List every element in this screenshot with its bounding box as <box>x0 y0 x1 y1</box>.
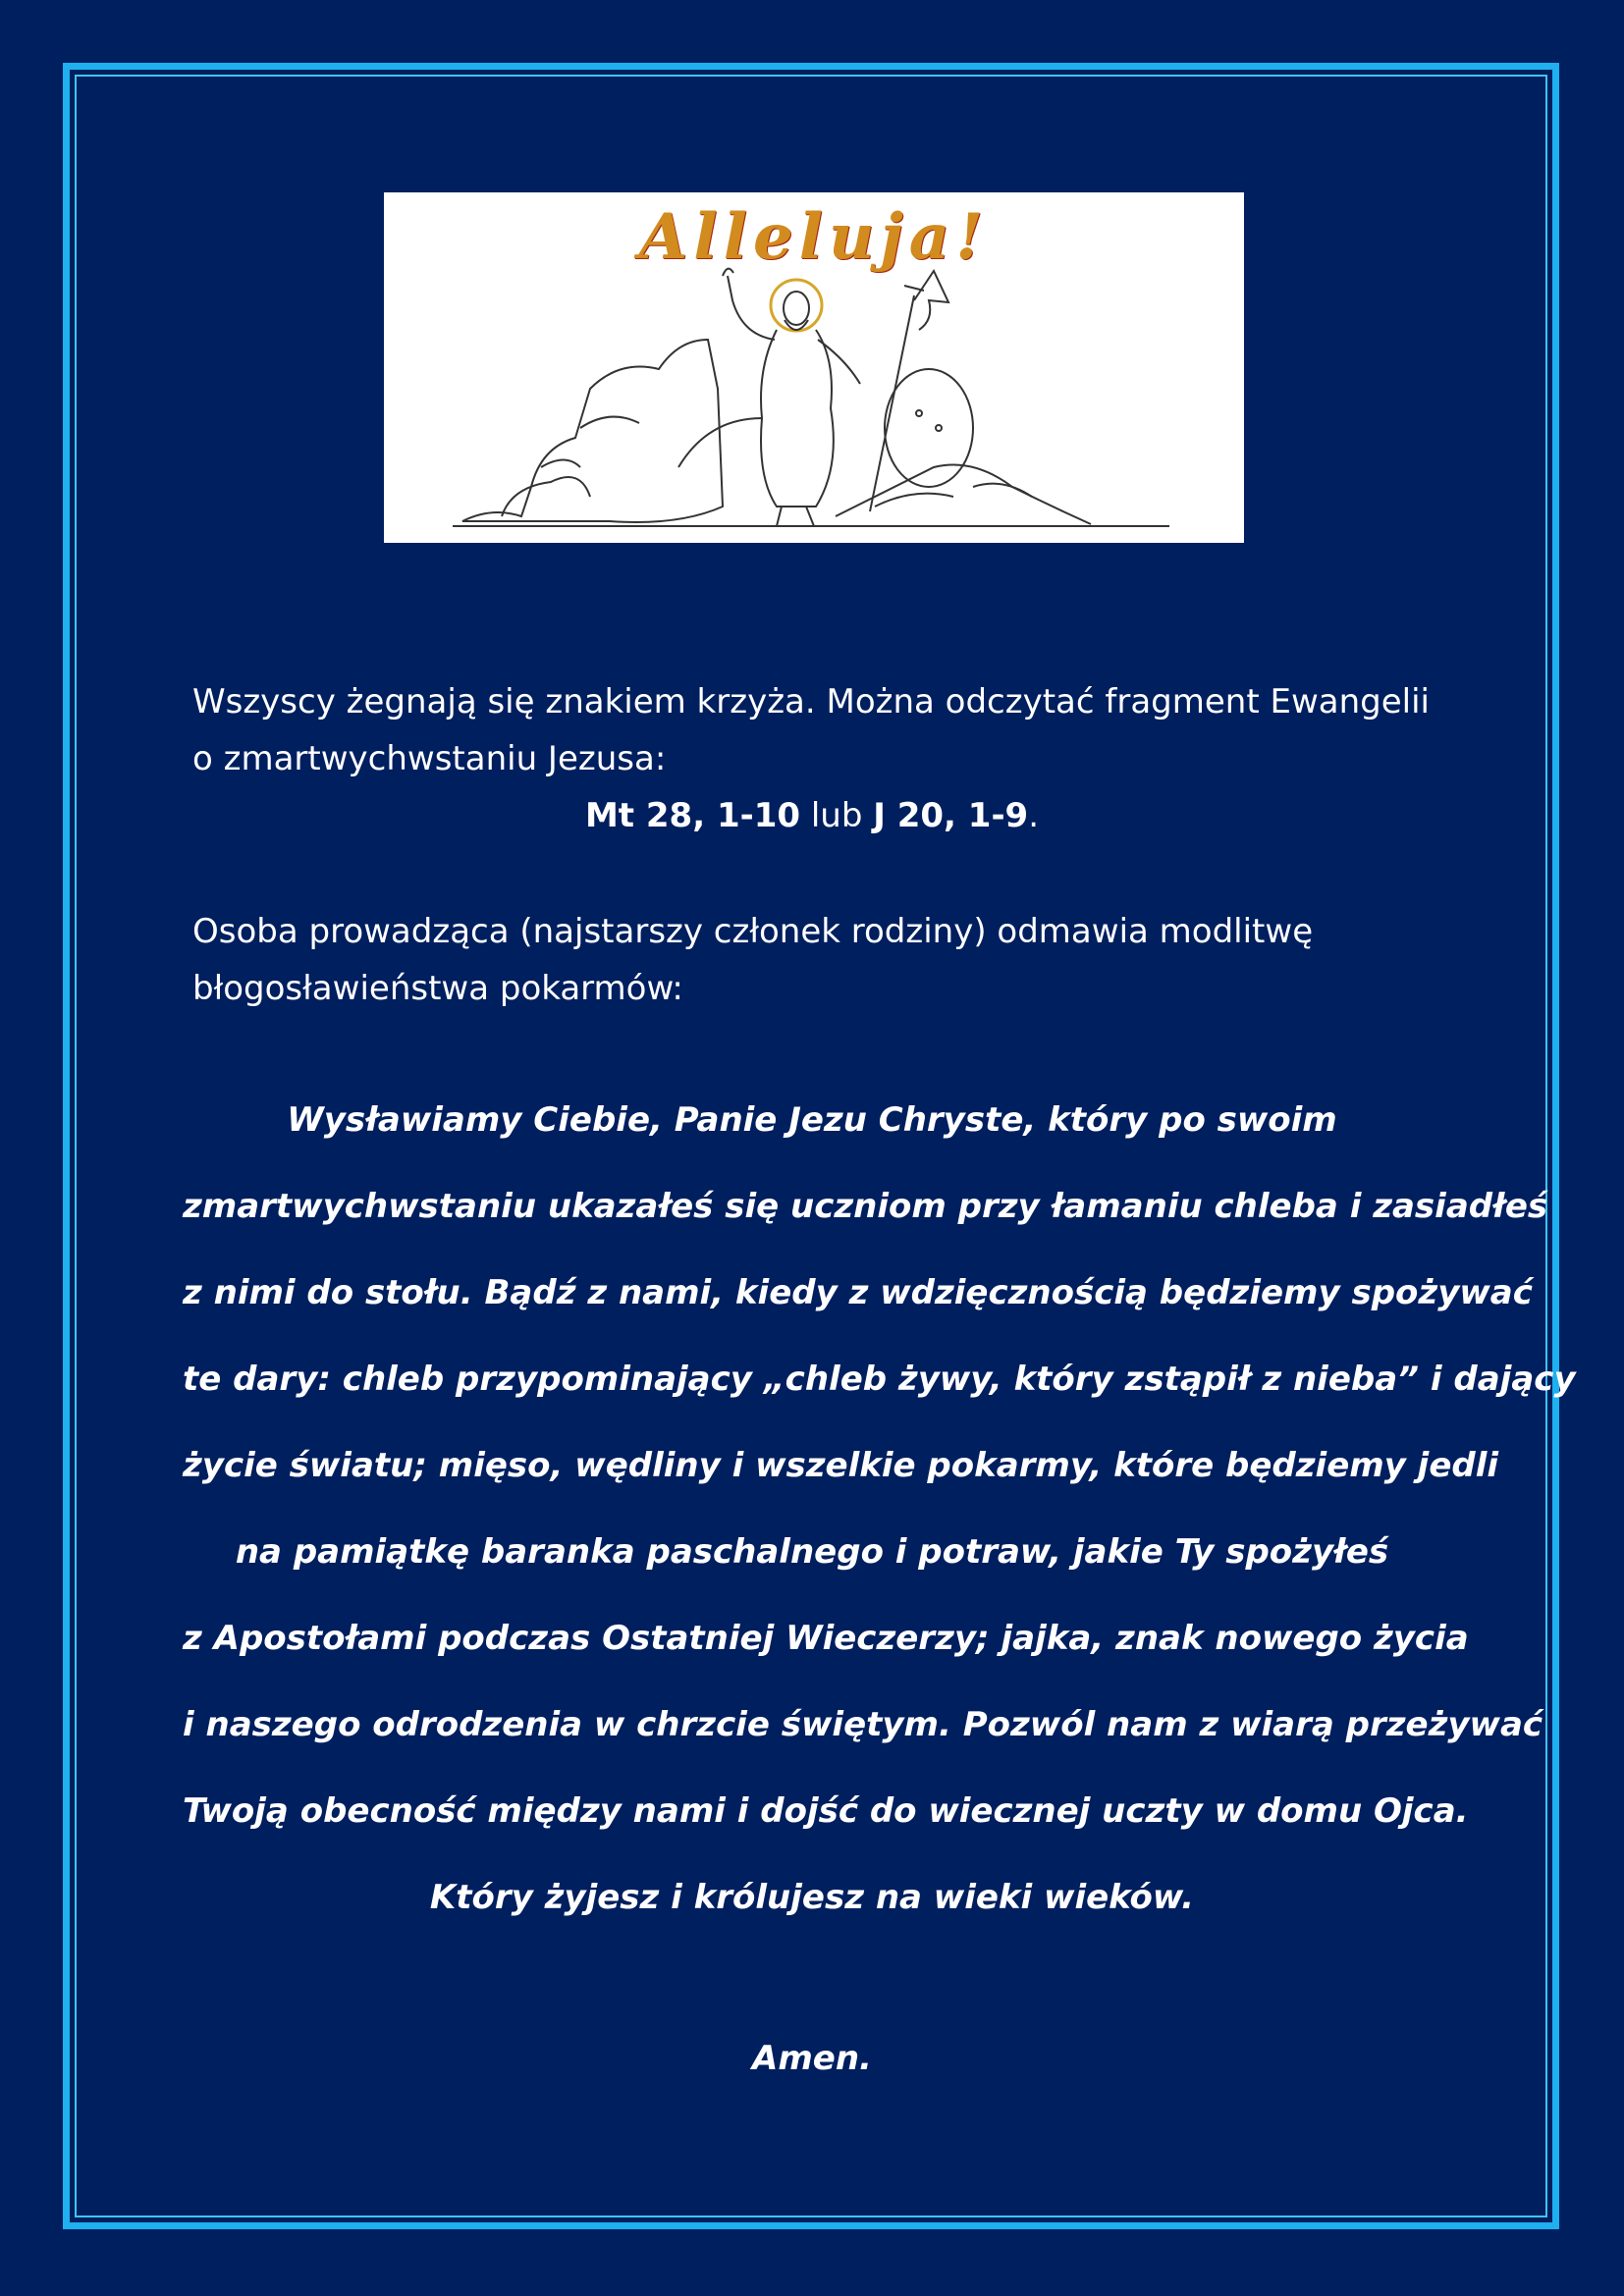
reading-ref-john: J 20, 1-9 <box>873 796 1029 835</box>
reading-ref-joiner: lub <box>800 796 874 835</box>
prayer-line: z nimi do stołu. Bądź z nami, kiedy z wdzięcznością będziemy spożywać <box>183 1273 1533 1312</box>
prayer-line: te dary: chleb przypominający „chleb żywy, który zstąpił z nieba” i dający <box>183 1360 1576 1399</box>
leader-line-1: Osoba prowadząca (najstarszy członek rodziny) odmawia modlitwę <box>192 912 1314 951</box>
intro-line-2: o zmartwychwstaniu Jezusa: <box>192 739 667 778</box>
reading-ref-matthew: Mt 28, 1-10 <box>584 796 801 835</box>
prayer-line: Twoją obecność między nami i dojść do wiecznej uczty w domu Ojca. <box>183 1791 1469 1831</box>
prayer-line: życie światu; mięso, wędliny i wszelkie pokarmy, które będziemy jedli <box>183 1446 1499 1485</box>
prayer-line: i naszego odrodzenia w chrzcie świętym. Pozwól nam z wiarą przeżywać <box>183 1705 1543 1744</box>
reading-reference <box>192 787 1432 844</box>
prayer-line: Który żyjesz i królujesz na wieki wieków. <box>429 1878 1195 1917</box>
prayer-line: na pamiątkę baranka paschalnego i potraw, jakie Ty spożyłeś <box>235 1532 1389 1572</box>
resurrection-illustration <box>384 192 1244 543</box>
amen: Amen. <box>752 2039 872 2078</box>
intro-line-1: Wszyscy żegnają się znakiem krzyża. Można odczytać fragment Ewangelii <box>192 682 1430 721</box>
leader-paragraph <box>192 903 1432 1017</box>
hero-title: Alleluja! <box>638 200 990 274</box>
leader-line-2: błogosławieństwa pokarmów: <box>192 969 683 1008</box>
prayer-line: zmartwychwstaniu ukazałeś się uczniom przy łamaniu chleba i zasiadłeś <box>183 1187 1548 1226</box>
blessing-prayer <box>183 1077 1576 1941</box>
reading-ref-end: . <box>1028 796 1040 835</box>
intro-paragraph <box>192 673 1432 787</box>
prayer-line: Wysławiamy Ciebie, Panie Jezu Chryste, który po swoim <box>287 1100 1337 1140</box>
prayer-line: z Apostołami podczas Ostatniej Wieczerzy; jajka, znak nowego życia <box>183 1619 1469 1658</box>
